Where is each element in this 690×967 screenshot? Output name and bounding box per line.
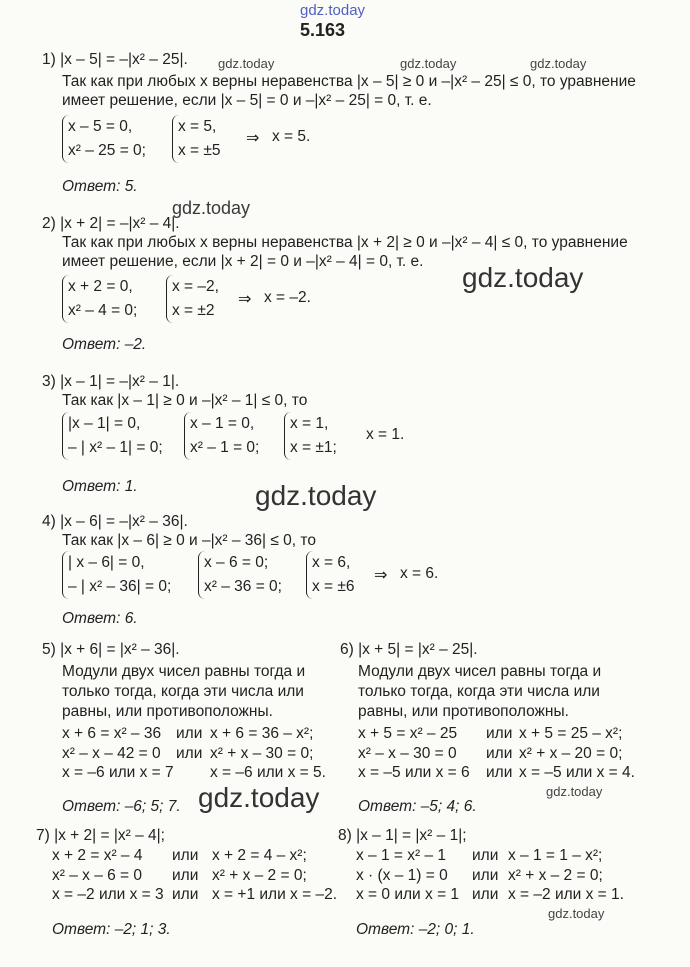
watermark: gdz.today xyxy=(172,198,251,218)
task-8-right-column: x – 1 = 1 – x²; x² + x – 2 = 0; x = –2 или x = 1. xyxy=(508,847,624,903)
task-4-equation: 4) |x – 6| = –|x² – 36|. xyxy=(42,513,188,530)
task-6-left-column: x + 5 = x² – 25 x² – x – 30 = 0 x = –5 или x = 6 xyxy=(358,725,470,781)
watermark: gdz.today xyxy=(400,56,457,71)
task-3-equation: 3) |x – 1| = –|x² – 1|. xyxy=(42,373,180,390)
task-3-answer: Ответ: 1. xyxy=(62,478,138,495)
watermark-top: gdz.today xyxy=(300,2,366,19)
task-1-text-2: имеет решение, если |x – 5| = 0 и –|x² – 25| = 0, т. е. xyxy=(62,92,432,109)
task-1-result: x = 5. xyxy=(272,128,311,145)
task-1-system-2: x = 5, x = ±5 xyxy=(172,115,221,163)
task-2-system-2: x = –2, x = ±2 xyxy=(166,275,219,323)
task-5-or-column: или или xyxy=(176,725,203,762)
task-3-system-1: |x – 1| = 0, – | x² – 1| = 0; xyxy=(62,412,163,460)
task-3-system-2: x – 1 = 0, x² – 1 = 0; xyxy=(184,412,259,460)
task-4-system-2: x – 6 = 0; x² – 36 = 0; xyxy=(198,551,282,599)
implies-arrow: ⇒ xyxy=(374,567,388,584)
watermark: gdz.today xyxy=(546,784,603,799)
task-1-equation: 1) |x – 5| = –|x² – 25|. xyxy=(42,51,188,68)
watermark: gdz.today xyxy=(255,480,377,511)
task-3-system-3: x = 1, x = ±1; xyxy=(284,412,337,460)
task-1-text-1: Так как при любых x верны неравенства |x – 5| ≥ 0 и –|x² – 25| ≤ 0, то уравнение xyxy=(62,73,636,90)
task-2-text-1: Так как при любых x верны неравенства |x + 2| ≥ 0 и –|x² – 4| ≤ 0, то уравнение xyxy=(62,234,628,251)
task-7-left-column: x + 2 = x² – 4 x² – x – 6 = 0 x = –2 или x = 3 xyxy=(52,847,164,903)
task-6-right-column: x + 5 = 25 – x²; x² + x – 20 = 0; x = –5 или x = 4. xyxy=(519,725,635,781)
task-6-equation: 6) |x + 5| = |x² – 25|. xyxy=(340,641,478,658)
task-8-left-column: x – 1 = x² – 1 x · (x – 1) = 0 x = 0 или x = 1 xyxy=(356,847,460,903)
watermark: gdz.today xyxy=(198,782,320,813)
task-5-text-1: Модули двух чисел равны тогда и xyxy=(62,663,306,680)
task-5-right-column: x + 6 = 36 – x²; x² + x – 30 = 0; x = –6 или x = 5. xyxy=(210,725,326,781)
task-5-left-column: x + 6 = x² – 36 x² – x – 42 = 0 x = –6 или x = 7 xyxy=(62,725,174,781)
task-2-result: x = –2. xyxy=(264,289,311,306)
task-5-text-2: только тогда, когда эти числа или xyxy=(62,683,304,700)
task-3-result: x = 1. xyxy=(366,426,405,443)
task-6-or-column: или или или xyxy=(486,725,513,781)
task-4-answer: Ответ: 6. xyxy=(62,610,138,627)
implies-arrow: ⇒ xyxy=(238,291,252,308)
task-7-answer: Ответ: –2; 1; 3. xyxy=(52,921,171,938)
task-5-answer: Ответ: –6; 5; 7. xyxy=(62,798,181,815)
task-2-answer: Ответ: –2. xyxy=(62,336,147,353)
task-6-text-2: только тогда, когда эти числа или xyxy=(358,683,600,700)
task-6-text-1: Модули двух чисел равны тогда и xyxy=(358,663,602,680)
task-2-system-1: x + 2 = 0, x² – 4 = 0; xyxy=(62,275,137,323)
task-6-text-3: равны, или противоположны. xyxy=(358,703,569,720)
implies-arrow: ⇒ xyxy=(246,130,260,147)
task-7-right-column: x + 2 = 4 – x²; x² + x – 2 = 0; x = +1 или x = –2. xyxy=(212,847,338,903)
task-4-system-1: | x – 6| = 0, – | x² – 36| = 0; xyxy=(62,551,171,599)
task-4-text-1: Так как |x – 6| ≥ 0 и –|x² – 36| ≤ 0, то xyxy=(62,532,316,549)
watermark: gdz.today xyxy=(462,262,584,293)
task-7-equation: 7) |x + 2| = |x² – 4|; xyxy=(36,827,165,844)
task-2-text-2: имеет решение, если |x + 2| = 0 и –|x² – 4| = 0, т. е. xyxy=(62,253,424,270)
task-8-equation: 8) |x – 1| = |x² – 1|; xyxy=(338,827,467,844)
task-2-equation: 2) |x + 2| = –|x² – 4|. xyxy=(42,215,180,232)
task-1-answer: Ответ: 5. xyxy=(62,178,138,195)
watermark: gdz.today xyxy=(548,906,605,921)
task-5-equation: 5) |x + 6| = |x² – 36|. xyxy=(42,641,180,658)
task-4-system-3: x = 6, x = ±6 xyxy=(306,551,355,599)
watermark: gdz.today xyxy=(218,56,275,71)
task-8-answer: Ответ: –2; 0; 1. xyxy=(356,921,475,938)
task-1-system-1: x – 5 = 0, x² – 25 = 0; xyxy=(62,115,146,163)
task-4-result: x = 6. xyxy=(400,565,439,582)
task-6-answer: Ответ: –5; 4; 6. xyxy=(358,798,477,815)
watermark: gdz.today xyxy=(530,56,587,71)
task-8-or-column: или или или xyxy=(472,847,499,903)
task-3-text-1: Так как |x – 1| ≥ 0 и –|x² – 1| ≤ 0, то xyxy=(62,392,308,409)
problem-number: 5.163 xyxy=(300,20,346,40)
task-7-or-column: или или или xyxy=(172,847,199,903)
task-5-text-3: равны, или противоположны. xyxy=(62,703,273,720)
